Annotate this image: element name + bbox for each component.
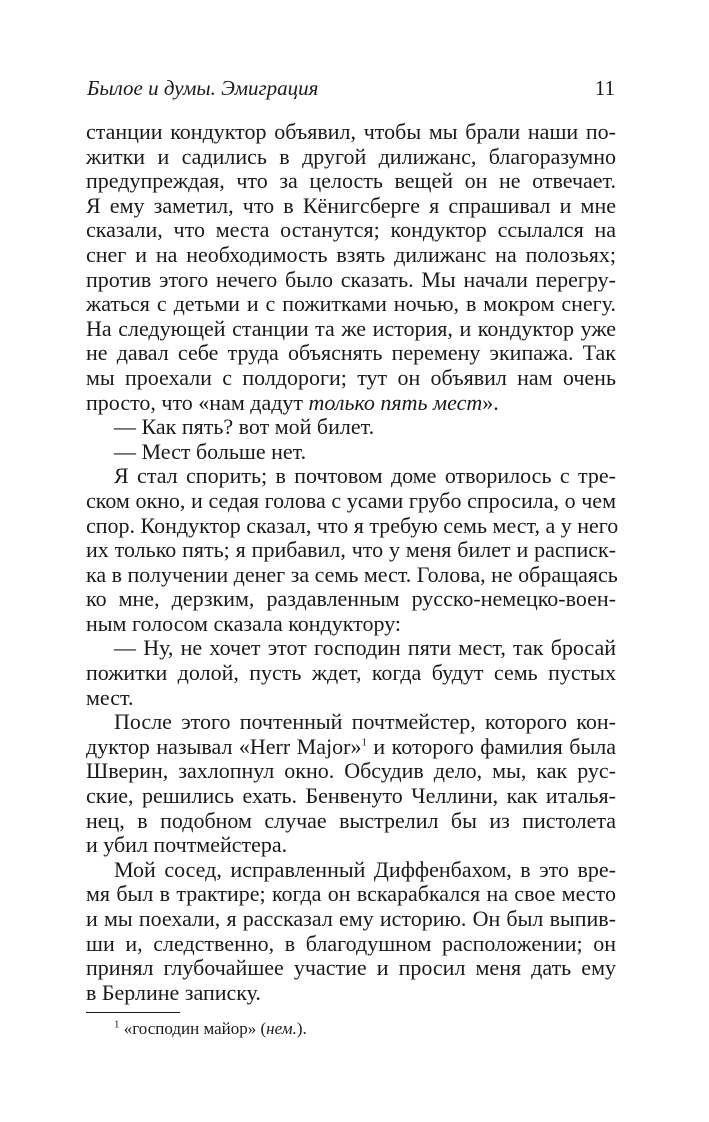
text-line: спор. Кондуктор сказал, что я требую семь мест, а у него: [86, 512, 619, 538]
paragraph-first-line: После этого почтенный почтмейстер, которого кон-: [114, 709, 616, 735]
dialogue-line: — Мест больше нет.: [114, 438, 307, 464]
text-line: мы проехали с полдороги; тут он объявил нам очень: [86, 364, 616, 390]
text-run: и которого фамилия была: [366, 733, 616, 759]
text-line: снег и на необходимость взять дилижанс на полозьях;: [86, 241, 616, 267]
paragraph-first-line: Я стал спорить; в почтовом доме отворилось с тре-: [114, 463, 616, 489]
text-line: пожитки долой, пусть ждет, когда будут семь пустых: [86, 660, 616, 686]
text-run: ».: [482, 389, 499, 415]
footnote-text: ).: [296, 1019, 307, 1038]
footnote-number: 1: [114, 1018, 120, 1031]
text-run: дуктор называл «Herr Major»: [86, 733, 362, 759]
body-text: [86, 119, 619, 1005]
running-title: Былое и думы. Эмиграция: [87, 76, 319, 100]
text-line: предупреждая, что за целость вещей он не отвечает.: [86, 168, 616, 194]
text-line: принял глубочайшее участие и просил меня дать ему: [86, 955, 616, 981]
text-line: мест.: [86, 684, 134, 710]
text-line: мя был в трактире; когда он вскарабкался на свое место: [86, 881, 616, 907]
text-line: Я ему заметил, что в Кёнигсберге я спрашивал и мне: [86, 192, 616, 218]
text-line: против этого нечего было сказать. Мы начали перегру-: [86, 266, 616, 292]
text-run: просто, что «нам дадут: [86, 389, 309, 415]
text-line: и мы поехали, я рассказал ему историю. Он был выпив-: [86, 906, 616, 931]
text-line: и убил почтмейстера.: [86, 832, 288, 858]
text-line: сказали, что места останутся; кондуктор ссылался на: [86, 217, 616, 243]
text-line: в Берлине записку.: [86, 979, 261, 1005]
text-line: ском окно, и седая голова с усами грубо спросила, о чем: [86, 487, 616, 513]
footnote-reference: 1: [361, 736, 367, 749]
text-line: Шверин, захлопнул окно. Обсудив дело, мы, как рус-: [86, 758, 616, 784]
running-header: [87, 74, 615, 104]
text-line: ка в получении денег за семь мест. Голова, не обращаясь: [86, 561, 618, 587]
italic-text: только пять мест: [308, 389, 483, 415]
text-line: ские, решились ехать. Бенвенуто Челлини, как италья-: [86, 783, 616, 809]
text-line: нец, в подобном случае выстрелил бы из пистолета: [86, 807, 616, 833]
footnote-italic: нем.: [266, 1019, 297, 1038]
footnote-divider: [86, 1012, 180, 1013]
footnote: [114, 1018, 307, 1040]
page-number: 11: [594, 76, 615, 100]
dialogue-line: — Ну, не хочет этот господин пяти мест, так бросай: [114, 635, 616, 661]
text-line: не давал себе труда объяснять перемену экипажа. Так: [86, 340, 616, 366]
footnote-text: «господин майор» (: [119, 1019, 267, 1038]
text-line: их только пять; я прибавил, что у меня билет и расписк-: [86, 537, 616, 563]
text-line: жаться с детьми и с пожитками ночью, в мокром снегу.: [86, 291, 616, 317]
text-line: житки и садились в другой дилижанс, благоразумно: [86, 143, 616, 169]
text-line: [86, 391, 616, 416]
text-line: ным голосом сказала кондуктору:: [86, 610, 402, 636]
text-line: ко мне, дерзким, раздавленным русско-немецко-воен-: [86, 586, 616, 612]
dialogue-line: — Как пять? вот мой билет.: [114, 414, 375, 440]
text-line: [86, 735, 616, 760]
text-line: ши и, следственно, в благодушном расположении; он: [86, 930, 616, 956]
text-line: На следующей станции та же история, и кондуктор уже: [86, 315, 616, 341]
text-line: станции кондуктор объявил, чтобы мы брали наши по-: [86, 119, 616, 144]
paragraph-first-line: Мой сосед, исправленный Диффенбахом, в это вре-: [114, 856, 616, 882]
